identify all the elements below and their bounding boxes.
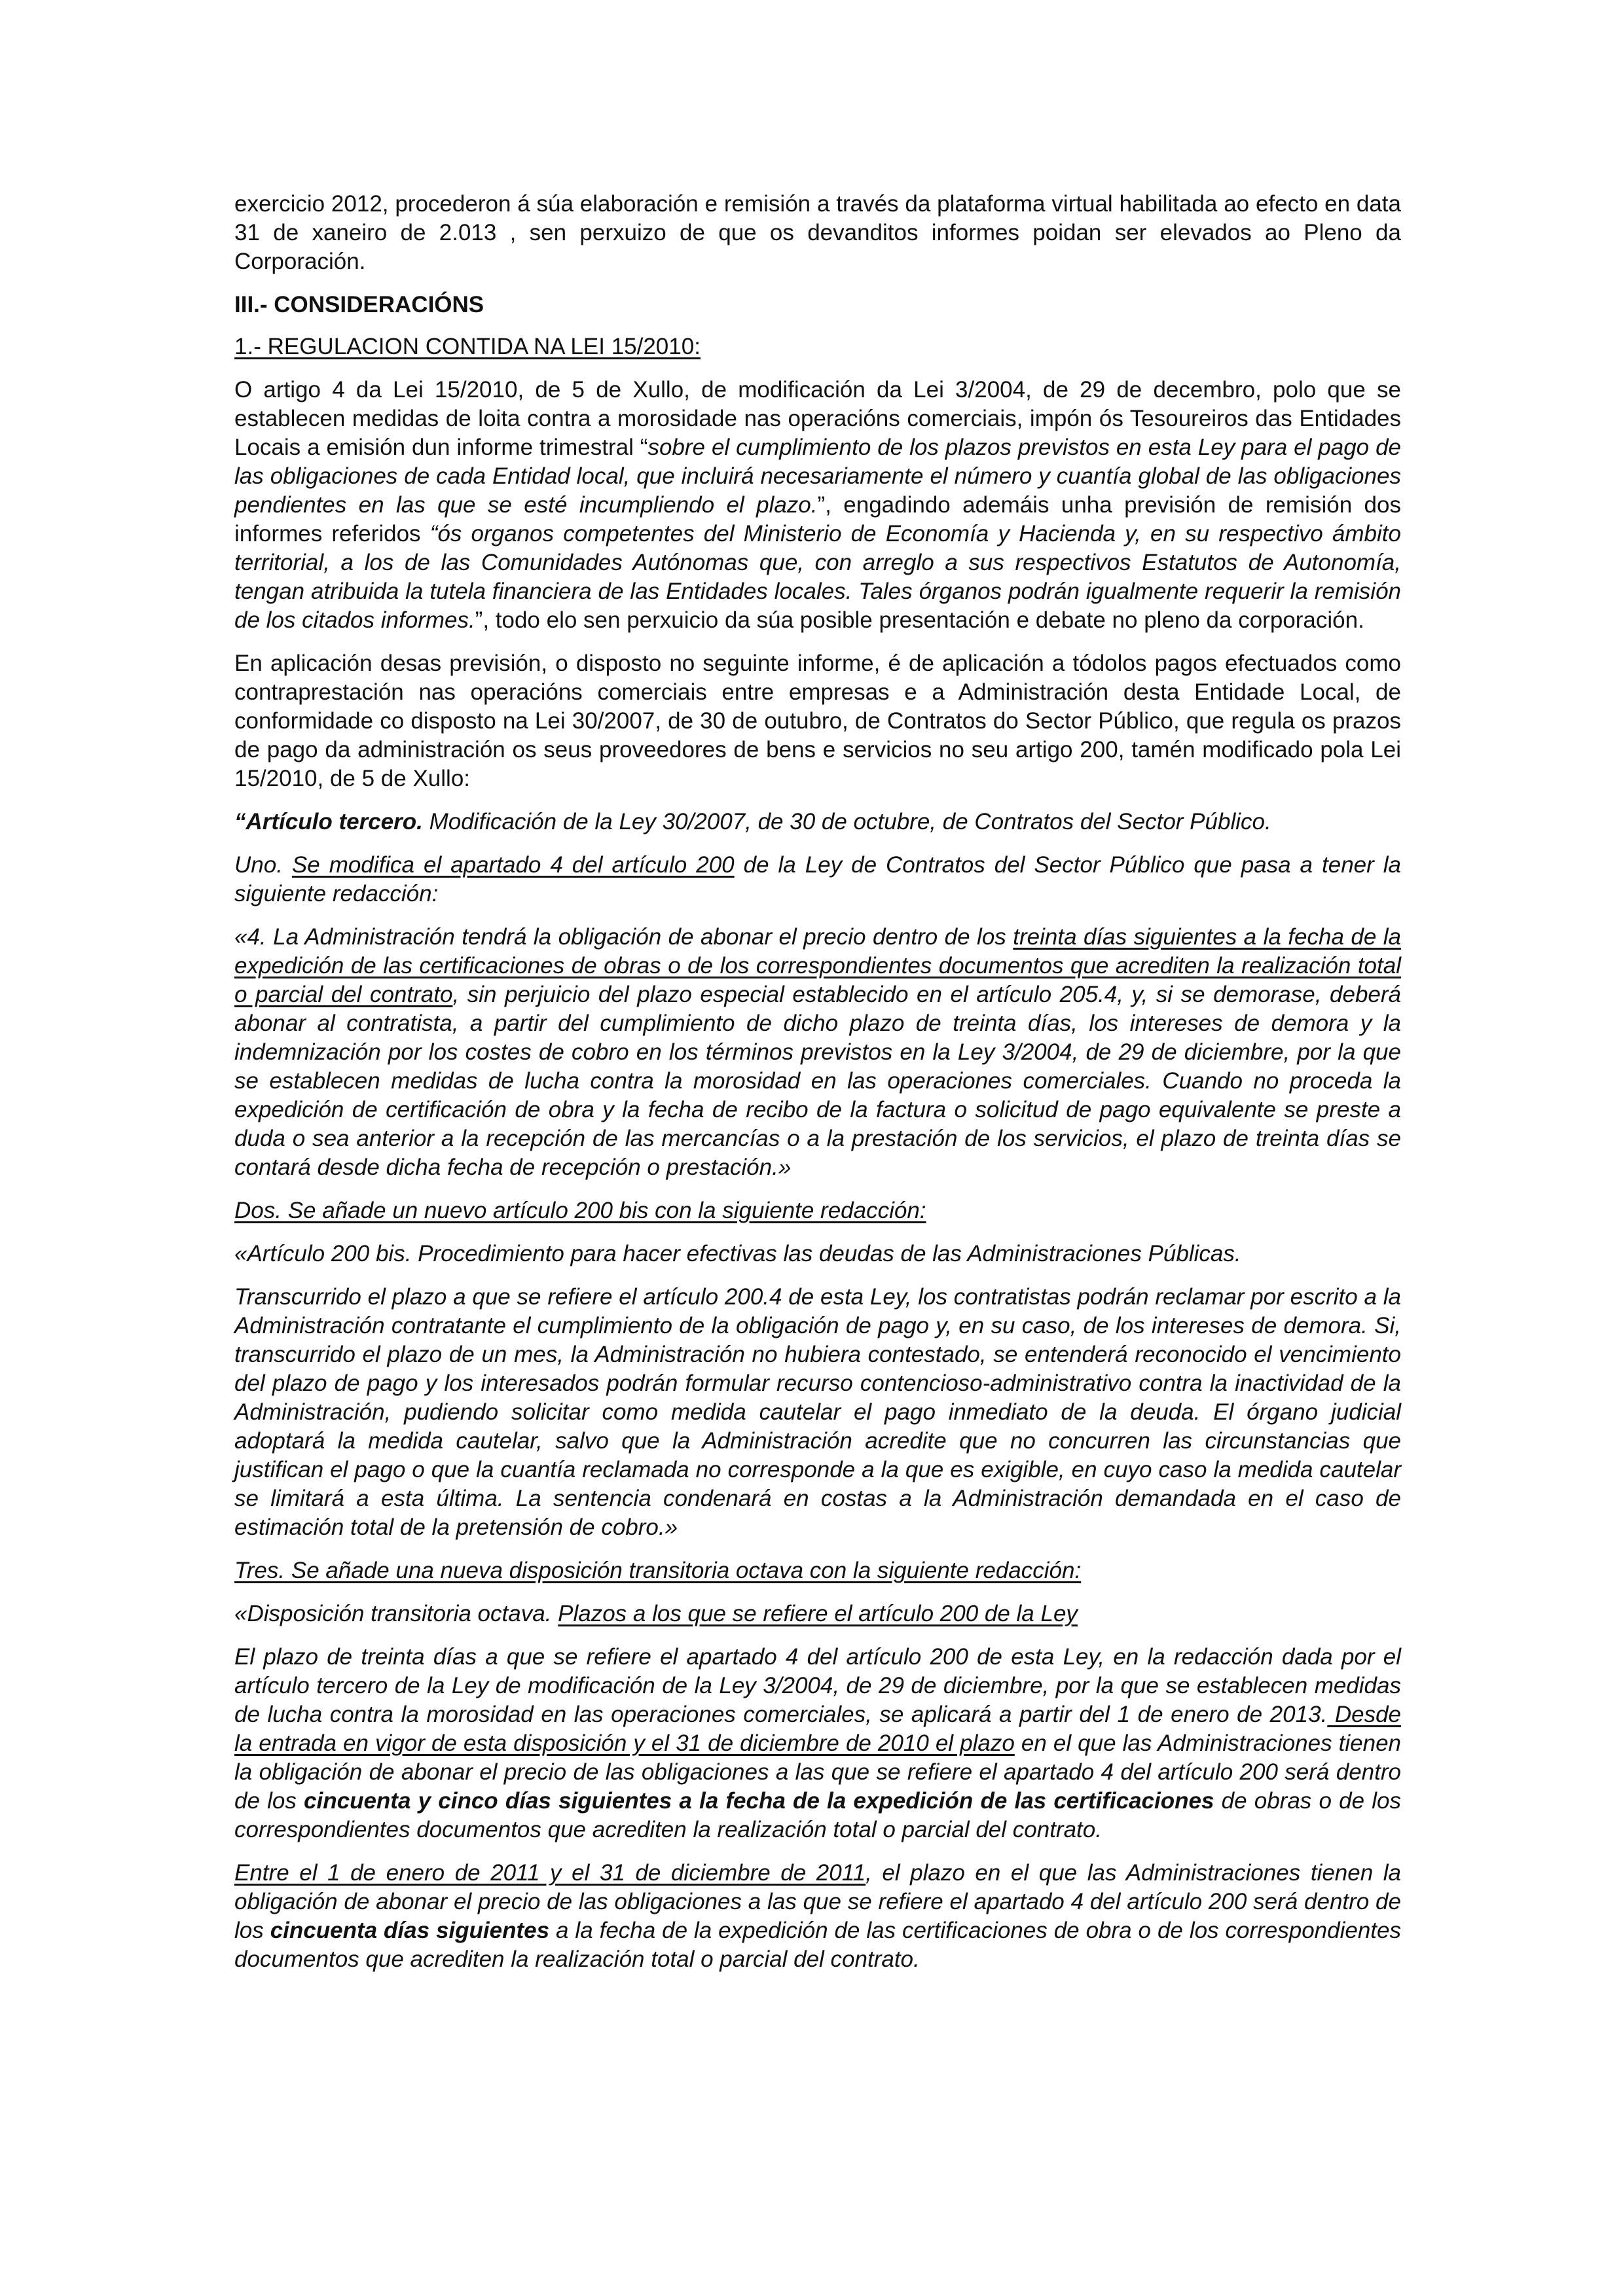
paragraph-apartado-4 xyxy=(234,923,1401,1182)
text-run: Uno. xyxy=(234,852,292,878)
paragraph-intro: exercicio 2012, procederon á súa elaboración e remisión a través da plataforma virtual habilitada ao efecto en data 31 de xaneiro de 2.013 , sen perxuizo de que os devanditos informes poidan ser elevados ao Pleno da Corporación. xyxy=(234,191,1401,274)
paragraph-plazo-treinta-dias xyxy=(234,1643,1401,1844)
text-run: a la fecha de la expedición de las certificaciones de obra o de los correspondientes documentos que acrediten la realización total o parcial del contrato. xyxy=(234,1918,1401,1972)
text-run: El plazo de treinta días a que se refiere el apartado 4 del artículo 200 de esta Ley, en la redacción dada por el artículo tercero de la Ley de modificación de la Ley 3/2004, de 29 de diciembre, por la que se establecen medidas de lucha contra la morosidad en las operaciones comerciales, se aplicará a partir del 1 de enero de 2013. xyxy=(234,1644,1401,1727)
paragraph-uno xyxy=(234,851,1401,908)
paragraph-aplicacion: En aplicación desas previsión, o disposto no seguinte informe, é de aplicación a tódolos pagos efectuados como contraprestación nas operacións comerciais entre empresas e a Administración desta Entidade Local, de conformidade co disposto na Lei 30/2007, de 30 de outubro, de Contratos do Sector Público, que regula os prazos de pago da administración os seus proveedores de bens e servicios no seu artigo 200, tamén modificado pola Lei 15/2010, de 5 de Xullo: xyxy=(234,651,1401,791)
quote-text: “ós organos competentes del Ministerio de Economía y Hacienda y, en su respectivo ámbito territorial, a los de las Comunidades Autónomas que, con arreglo a sus respectivos Estatutos de Autonomía, tengan atribuida la tutela financiera de las Entidades locales. Tales órganos podrán igualmente requerir la remisión de los citados informes. xyxy=(234,521,1401,633)
text-run: de obras o de los correspondientes documentos que acrediten la realización total o parcial del contrato. xyxy=(234,1788,1401,1842)
paragraph-transcurrido: Transcurrido el plazo a que se refiere el artículo 200.4 de esta Ley, los contratistas podrán reclamar por escrito a la Administración contratante el cumplimiento de la obligación de pago y, en su caso, de los intereses de demora. Si, transcurrido el plazo de un mes, la Administración no hubiera contestado, se entenderá reconocido el vencimiento del plazo de pago y los interesados podrán formular recurso contencioso-administrativo contra la inactividad de la Administración, pudiendo solicitar como medida cautelar el pago inmediato de la deuda. El órgano judicial adoptará la medida cautelar, salvo que la Administración acredite que no concurren las circunstancias que justifican el pago o que la cuantía reclamada no corresponde a la que es exigible, en cuyo caso la medida cautelar se limitará a esta última. La sentencia condenará en costas a la Administración demandada en el caso de estimación total de la pretensión de cobro.» xyxy=(234,1284,1401,1540)
text-run: , el plazo en el que las Administraciones tienen la obligación de abonar el precio de las obligaciones a las que se refiere el apartado 4 del artículo 200 será dentro de los xyxy=(234,1860,1401,1943)
subsection-heading: 1.- REGULACION CONTIDA NA LEI 15/2010: xyxy=(234,334,701,359)
underlined-text: treinta días siguientes a la fecha de la expedición de las certificaciones de obras o de los correspondientes documentos que acrediten la realización total o parcial del contrato xyxy=(234,924,1401,1007)
article-title: “Artículo tercero. xyxy=(234,809,423,834)
text-run: ”, engadindo ademáis unha previsión de remisión dos informes referidos xyxy=(234,492,1401,547)
text-run: , sin perjuicio del plazo especial establecido en el artículo 205.4, y, si se demorase, deberá abonar al contratista, a partir del cumplimiento de dicho plazo de treinta días, los intereses de demora y la indemnización por los costes de cobro en los términos previstos en la Ley 3/2004, de 29 de diciembre, por la que se establecen medidas de lucha contra la morosidad en las operaciones comerciales. Cuando no proceda la expedición de certificación de obra y la fecha de recibo de la factura o solicitud de pago equivalente se preste a duda o sea anterior a la recepción de las mercancías o a la prestación de los servicios, el plazo de treinta días se contará desde dicha fecha de recepción o prestación.» xyxy=(234,982,1402,1180)
paragraph-lei-15-2010 xyxy=(234,376,1401,635)
underlined-text: Se modifica el apartado 4 del artículo 200 xyxy=(291,852,735,878)
text-run: «4. La Administración tendrá la obligación de abonar el precio dentro de los xyxy=(234,924,1013,950)
underlined-text: Entre el 1 de enero de 2011 y el 31 de diciembre de 2011 xyxy=(234,1860,866,1886)
text-run: de la Ley de Contratos del Sector Público que pasa a tener la siguiente redacción: xyxy=(234,852,1401,906)
paragraph-dos: Dos. Se añade un nuevo artículo 200 bis con la siguiente redacción: xyxy=(234,1198,926,1223)
text-run: O artigo 4 da Lei 15/2010, de 5 de Xullo, de modificación da Lei 3/2004, de 29 de decembro, polo que se establecen medidas de loita contra a morosidade nas operacións comerciais, impón ós Tesoureiros das Entidades Locais a emisión dun informe trimestral “ xyxy=(234,377,1401,460)
document-page xyxy=(234,190,1401,1988)
paragraph-disposicion-transitoria xyxy=(234,1600,1401,1628)
text-run: ”, todo elo sen perxuicio da súa posible presentación e debate no pleno da corporación. xyxy=(475,607,1364,633)
bold-text: cincuenta días siguientes xyxy=(270,1918,550,1943)
paragraph-articulo-tercero xyxy=(234,808,1401,836)
section-heading: III.- CONSIDERACIÓNS xyxy=(234,292,484,317)
underlined-text: Desde la entrada en vigor de esta disposición y el 31 de diciembre de 2010 el plazo xyxy=(234,1702,1401,1756)
paragraph-articulo-200-bis: «Artículo 200 bis. Procedimiento para hacer efectivas las deudas de las Administraciones Públicas. xyxy=(234,1241,1241,1266)
text-run: Modificación de la Ley 30/2007, de 30 de octubre, de Contratos del Sector Público. xyxy=(422,809,1271,834)
bold-text: cincuenta y cinco días siguientes a la fecha de la expedición de las certificaciones xyxy=(304,1788,1214,1814)
quote-text: sobre el cumplimiento de los plazos previstos en esta Ley para el pago de las obligaciones de cada Entidad local, que incluirá necesariamente el número y cuantía global de las obligaciones pendientes en las que se esté incumpliendo el plazo. xyxy=(234,435,1401,518)
paragraph-2011 xyxy=(234,1859,1401,1974)
text-run: en el que las Administraciones tienen la obligación de abonar el precio de las obligaciones a las que se refiere el apartado 4 del artículo 200 será dentro de los xyxy=(234,1731,1402,1814)
text-run: «Disposición transitoria octava. xyxy=(234,1601,558,1626)
underlined-text: Plazos a los que se refiere el artículo 200 de la Ley xyxy=(558,1601,1078,1626)
paragraph-tres: Tres. Se añade una nueva disposición transitoria octava con la siguiente redacción: xyxy=(234,1558,1082,1583)
